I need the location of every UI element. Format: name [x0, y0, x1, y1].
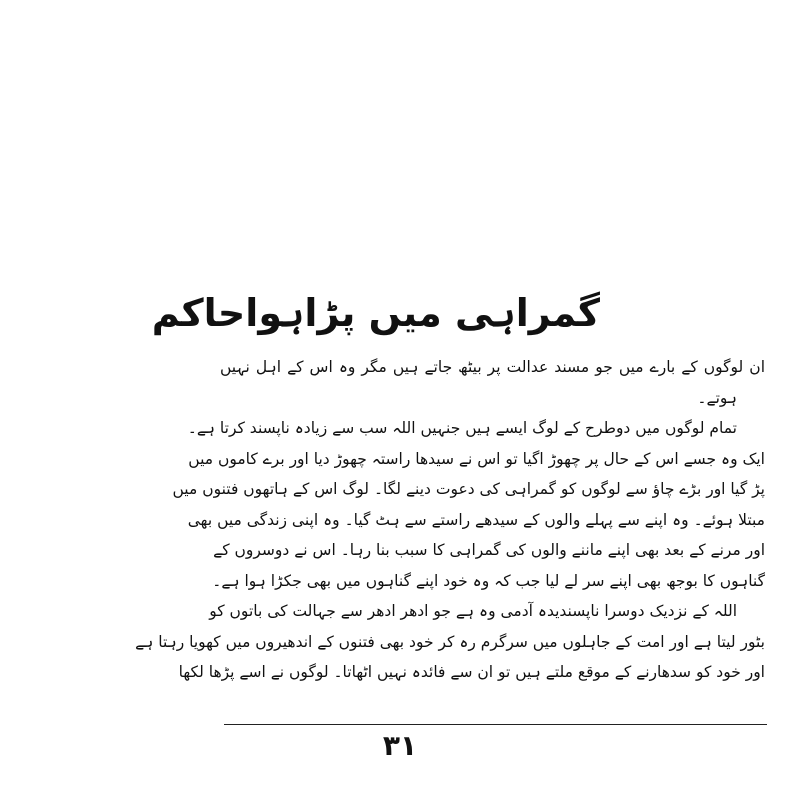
text-line: پڑ گیا اور بڑے چاؤ سے لوگوں کو گمراہی کی دعوت دینے لگا۔ لوگ اس کے ہاتھوں فتنوں میں — [172, 480, 765, 498]
text-line: تمام لوگوں میں دوطرح کے لوگ ایسے ہیں جنہیں اللہ سب سے زیادہ ناپسند کرتا ہے۔ — [187, 419, 737, 437]
text-line: ایک وہ جسے اس کے حال پر چھوڑ اگیا تو اس نے سیدھا راستہ چھوڑ دیا اور برے کاموں میں — [188, 449, 765, 468]
text-line: اور مرنے کے بعد بھی اپنے ماننے والوں کی گمراہی کا سبب بنا رہا۔ اس نے دوسروں کے — [213, 541, 765, 559]
chapter-heading: گمراہی میں پڑاہواحاکم — [151, 291, 600, 335]
text-line: گناہوں کا بوجھ بھی اپنے سر لے لیا جب کہ وہ خود اپنے گناہوں میں بھی جکڑا ہوا ہے۔ — [212, 571, 765, 590]
text-line: اللہ کے نزدیک دوسرا ناپسندیدہ آدمی وہ ہے جو ادھر ادھر سے جہالت کی باتوں کو — [209, 602, 737, 620]
text-line: بٹور لیتا ہے اور امت کے جاہلوں میں سرگرم رہ کر خود بھی فتنوں کے اندھیروں میں کھویا رہتا ہے — [135, 632, 765, 651]
footer-divider — [224, 724, 767, 725]
text-line: مبتلا ہوئے۔ وہ اپنے سے پہلے والوں کے سیدھے راستے سے ہٹ گیا۔ وہ اپنی زندگی میں بھی — [187, 510, 765, 529]
text-line: ہوتے۔ — [697, 388, 737, 407]
page-number: ۳۱ — [382, 729, 418, 762]
body-text — [135, 352, 765, 688]
text-line: ان لوگوں کے بارے میں جو مسند عدالت پر بیٹھ جاتے ہیں مگر وہ اس کے اہل نہیں — [220, 358, 765, 376]
text-line: اور خود کو سدھارنے کے موقع ملتے ہیں تو ان سے فائدہ نہیں اٹھاتا۔ لوگوں نے اسے پڑھا لکھا — [178, 663, 765, 681]
